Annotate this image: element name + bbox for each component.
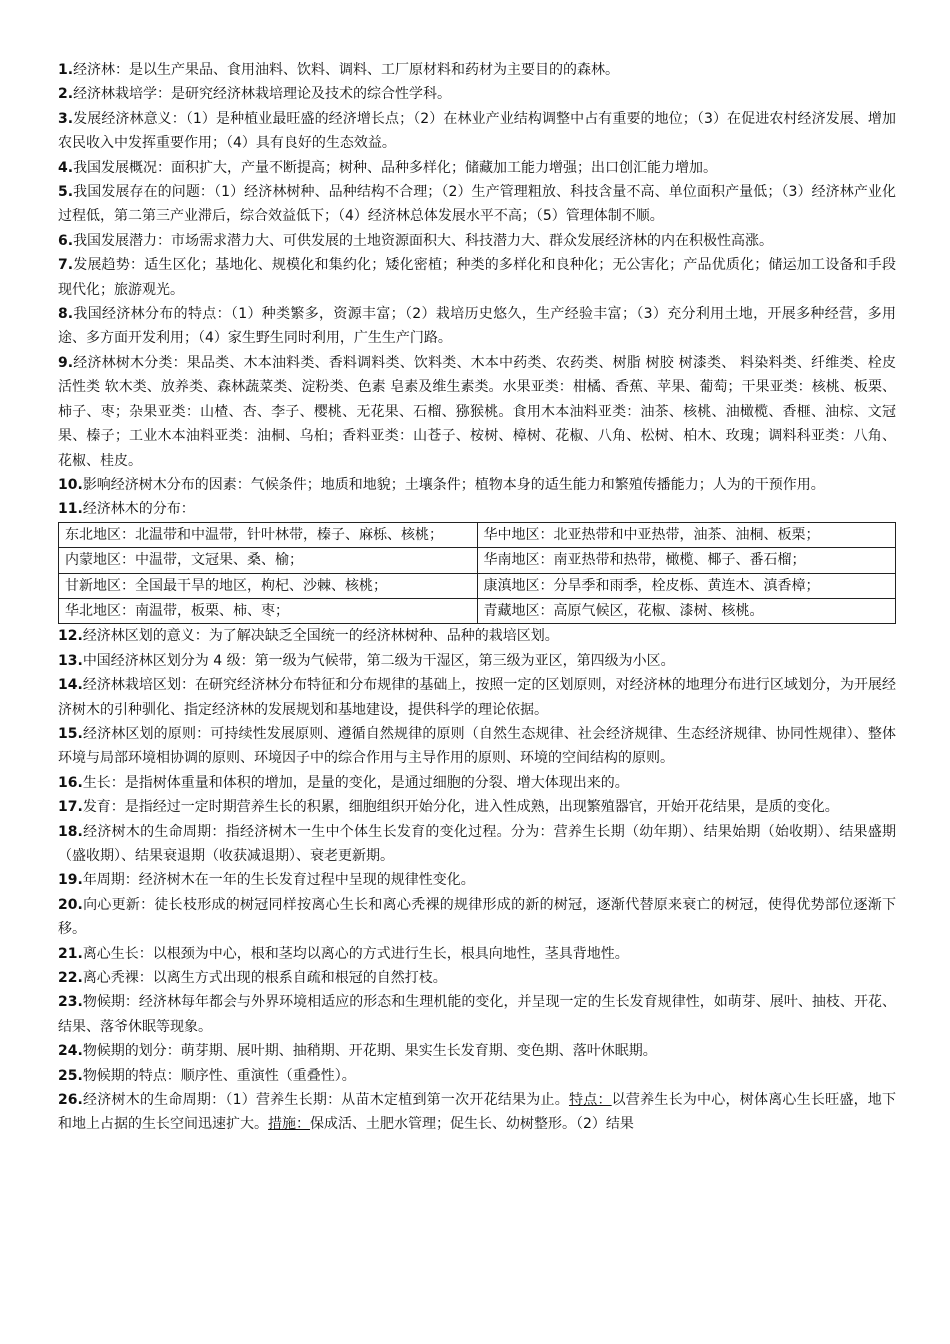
paragraph-item: [58, 180, 896, 229]
item-text: 影响经济树木分布的因素：气候条件；地质和地貌；土壤条件；植物本身的适生能力和繁殖传播能力；人为的干预作用。: [82, 476, 825, 493]
item-number: 14.: [58, 677, 83, 694]
table-cell: 甘新地区：全国最干旱的地区，枸杞、沙棘、核桃；: [59, 573, 478, 598]
item-text: 发展趋势：适生区化；基地化、规模化和集约化；矮化密植；种类的多样化和良种化；无公害化；产品优质化；储运加工设备和手段现代化；旅游观光。: [58, 257, 896, 298]
item-text: 物候期：经济林每年都会与外界环境相适应的形态和生理机能的变化，并呈现一定的生长发育规律性，如萌芽、展叶、抽枝、开花、结果、落爷休眠等现象。: [58, 994, 896, 1035]
item-text: 年周期：经济树木在一年的生长发育过程中呈现的规律性变化。: [82, 872, 475, 889]
item-number: 16.: [58, 774, 83, 791]
definitions-list-part1: [58, 58, 896, 522]
item-number: 4.: [58, 159, 74, 176]
item-text: 向心更新：徒长枝形成的树冠同样按离心生长和离心秃裸的规律形成的新的树冠，逐渐代替原来衰亡的树冠，使得优势部位逐渐下移。: [58, 896, 896, 938]
paragraph-item: [58, 1039, 896, 1063]
item-number: 2.: [58, 86, 74, 103]
item-text: 经济林树木分类：果品类、木本油料类、香料调料类、饮料类、木本中药类、农药类、树脂 树胶 树漆类、 料染料类、纤维类、栓皮 活性类 软木类、放养类、森林蔬菜类、淀粉类、色素 皂素及维生素类。水果亚类：柑橘、香蕉、苹果、葡萄；干果亚类：核桃、板栗、柿子、枣；杂果亚类：山楂、杏、李子、樱桃、无花果、石榴、猕猴桃。食用木本油料亚类：油茶、核桃、油橄榄、香榧、油棕、文冠果、榛子；工业木本油料亚类：油桐、乌桕；香料亚类：山苍子、桉树、樟树、花椒、八角、松树、柏木、玫瑰；调料科亚类：八角、花椒、桂皮。: [58, 354, 896, 469]
table-row: [59, 598, 896, 623]
item-text: 经济林区划的意义：为了解决缺乏全国统一的经济林树种、品种的栽培区划。: [82, 628, 559, 645]
item-number: 11.: [58, 501, 83, 518]
item-number: 13.: [58, 652, 83, 669]
measure-text: 保成活、土肥水管理；促生长、幼树整形。（2）结果: [310, 1116, 634, 1133]
paragraph-item: [58, 156, 896, 180]
item-text: 离心秃裸：以离生方式出现的根系自疏和根冠的自然打枝。: [82, 970, 447, 987]
paragraph-item: [58, 649, 896, 673]
paragraph-item: [58, 58, 896, 82]
item-number: 26.: [58, 1092, 83, 1109]
item-number: 20.: [58, 896, 83, 913]
paragraph-item: [58, 497, 896, 521]
item-number: 25.: [58, 1067, 83, 1084]
item-text: 发展经济林意义：（1）是种植业最旺盛的经济增长点；（2）在林业产业结构调整中占有重要的地位；（3）在促进农村经济发展、增加农民收入中发挥重要作用；（4）具有良好的生态效益。: [58, 110, 896, 152]
item-text: 我国发展概况：面积扩大，产量不断提高；树种、品种多样化；储藏加工能力增强；出口创汇能力增加。: [73, 159, 718, 176]
measure-label: 措施：: [268, 1116, 310, 1133]
table-row: [59, 573, 896, 598]
item-lead: 经济树木的生命周期：: [82, 1092, 226, 1109]
item-number: 5.: [58, 184, 74, 201]
item-number: 6.: [58, 232, 74, 249]
table-cell: 华中地区：北亚热带和中亚热带，油茶、油桐、板栗；: [477, 522, 896, 547]
item-number: 17.: [58, 799, 83, 816]
item-number: 19.: [58, 872, 83, 889]
item-text: 经济林木的分布：: [82, 501, 195, 518]
table-cell: 华北地区：南温带，板栗、柿、枣；: [59, 598, 478, 623]
paragraph-item: [58, 820, 896, 869]
paragraph-item: [58, 82, 896, 106]
item-number: 21.: [58, 945, 83, 962]
item-number: 3.: [58, 110, 74, 127]
item-number: 7.: [58, 257, 74, 274]
paragraph-item: [58, 229, 896, 253]
item-number: 8.: [58, 306, 74, 323]
feature-label: 特点：: [568, 1092, 612, 1109]
table-cell: 青藏地区：高原气候区，花椒、漆树、核桃。: [477, 598, 896, 623]
paragraph-item: [58, 795, 896, 819]
paragraph-item: [58, 673, 896, 722]
paragraph-item: [58, 253, 896, 302]
item-number: 23.: [58, 994, 83, 1011]
item-text: 经济林区划的原则：可持续性发展原则、遵循自然规律的原则（自然生态规律、社会经济规律、生态经济规律、协同性规律）、整体环境与局部环境相协调的原则、环境因子中的综合作用与主导作用的原则、环境的空间结构的原则。: [58, 725, 896, 767]
paragraph-item: [58, 771, 896, 795]
paragraph-item: [58, 942, 896, 966]
item-text: 我国发展潜力：市场需求潜力大、可供发展的土地资源面积大、科技潜力大、群众发展经济林的内在积极性高涨。: [73, 232, 774, 249]
item-text: 生长：是指树体重量和体积的增加，是量的变化，是通过细胞的分裂、增大体现出来的。: [82, 774, 629, 791]
table-row: [59, 522, 896, 547]
item-text: 离心生长：以根颈为中心，根和茎均以离心的方式进行生长，根具向地性，茎具背地性。: [82, 945, 629, 962]
item-text: 经济树木的生命周期：指经济树木一生中个体生长发育的变化过程。分为：营养生长期（幼年期）、结果始期（始收期）、结果盛期（盛收期）、结果衰退期（收获减退期）、衰老更新期。: [58, 823, 896, 864]
paragraph-item-26: [58, 1088, 896, 1137]
table-cell: 华南地区：南亚热带和热带，橄榄、椰子、番石榴；: [477, 548, 896, 573]
paragraph-item: [58, 624, 896, 648]
item-number: 10.: [58, 476, 83, 493]
item-number: 12.: [58, 628, 83, 645]
item-number: 22.: [58, 970, 83, 987]
item-text: 物候期的特点：顺序性、重演性（重叠性）。: [82, 1067, 356, 1084]
item-number: 24.: [58, 1043, 83, 1060]
item-number: 18.: [58, 823, 83, 840]
paragraph-item: [58, 966, 896, 990]
paragraph-item: [58, 722, 896, 771]
paragraph-item: [58, 990, 896, 1039]
item-text: 发育：是指经过一定时期营养生长的积累，细胞组织开始分化，进入性成熟，出现繁殖器官，开始开花结果，是质的变化。: [82, 799, 839, 816]
paragraph-item: [58, 351, 896, 473]
item-number: 1.: [58, 62, 74, 78]
definitions-list-part2: [58, 624, 896, 1088]
item-number: 9.: [58, 354, 74, 371]
item-text: 物候期的划分：萌芽期、展叶期、抽稍期、开花期、果实生长发育期、变色期、落叶休眠期。: [82, 1043, 657, 1060]
distribution-table: [58, 522, 896, 625]
item-text: 经济林栽培区划：在研究经济林分布特征和分布规律的基础上，按照一定的区划原则，对经济林的地理分布进行区域划分，为开展经济树木的引种驯化、指定经济林的发展规划和基地建设，提供科学的理论依据。: [58, 677, 896, 718]
table-cell: 康滇地区：分旱季和雨季，栓皮栎、黄连木、滇香樟；: [477, 573, 896, 598]
feature-text: 以营养生长为中心，树体离心生长旺盛，地下和地上占据的生长空间迅速扩大。: [58, 1092, 897, 1133]
paragraph-item: [58, 868, 896, 892]
paragraph-item: [58, 473, 896, 497]
paragraph-item: [58, 302, 896, 351]
table-cell: 东北地区：北温带和中温带，针叶林带，榛子、麻栎、核桃；: [59, 522, 478, 547]
item-text: 经济林栽培学：是研究经济林栽培理论及技术的综合性学科。: [73, 86, 452, 103]
table-cell: 内蒙地区：中温带，文冠果、桑、榆；: [59, 548, 478, 573]
paragraph-item: [58, 107, 896, 156]
item-text: 经济林：是以生产果品、食用油料、饮料、调料、工厂原材料和药材为主要目的的森林。: [73, 62, 620, 78]
item-text: 我国经济林分布的特点：（1）种类繁多，资源丰富；（2）栽培历史悠久，生产经验丰富；（3）充分利用土地，开展多种经营，多用途、多方面开发利用；（4）家生野生同时利用，广生生产门路。: [58, 306, 896, 347]
paragraph-item: [58, 1064, 896, 1088]
item-text: 中国经济林区划分为 4 级：第一级为气候带，第二级为干湿区，第三级为亚区，第四级为小区。: [82, 652, 675, 669]
table-row: [59, 548, 896, 573]
item-part1: （1）营养生长期：从苗木定植到第一次开花结果为止。: [225, 1092, 569, 1109]
paragraph-item: [58, 893, 896, 942]
item-text: 我国发展存在的问题：（1）经济林树种、品种结构不合理；（2）生产管理粗放、科技含量不高、单位面积产量低；（3）经济林产业化过程低，第二第三产业滞后，综合效益低下；（4）经济林总体发展水平不高；（5）管理体制不顺。: [58, 184, 896, 225]
item-number: 15.: [58, 725, 83, 742]
